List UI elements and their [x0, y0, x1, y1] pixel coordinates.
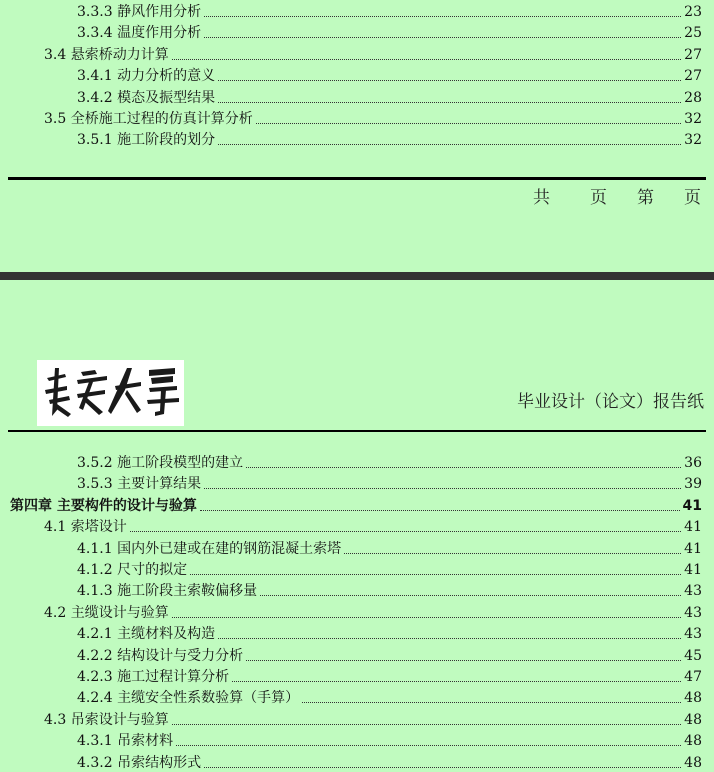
- toc-leader-dots: [344, 552, 681, 554]
- toc-entry-title: 4.2.2 结构设计与受力分析: [77, 647, 244, 664]
- toc-entry[interactable]: [77, 472, 702, 493]
- toc-leader-dots: [172, 723, 681, 725]
- toc-entry-title: 第四章 主要构件的设计与验算: [10, 497, 197, 514]
- toc-entry-page-number: 32: [684, 132, 702, 149]
- toc-entry-page-number: 27: [684, 46, 702, 63]
- toc-entry-title: 4.3 吊索设计与验算: [44, 711, 169, 728]
- toc-entry[interactable]: [77, 579, 702, 600]
- toc-entry[interactable]: [77, 665, 702, 686]
- toc-entry-title: 4.2.3 施工过程计算分析: [77, 669, 230, 685]
- toc-entry[interactable]: [44, 43, 702, 64]
- page-footer: [0, 183, 714, 207]
- page-separator: [0, 272, 714, 280]
- toc-leader-dots: [232, 680, 681, 682]
- toc-entry-title: 4.1 索塔设计: [44, 519, 127, 536]
- toc-entry[interactable]: [44, 601, 702, 622]
- toc-entry-page-number: 23: [684, 4, 702, 20]
- toc-entry-title: 4.1.2 尺寸的拟定: [77, 562, 188, 578]
- toc-entry-page-number: 39: [684, 476, 702, 493]
- toc-leader-dots: [246, 466, 681, 468]
- toc-entry-page-number: 25: [684, 25, 702, 42]
- toc-entry-page-number: 28: [684, 89, 702, 106]
- toc-leader-dots: [218, 143, 681, 145]
- toc-leader-dots: [218, 79, 681, 81]
- toc-entry-title: 4.1.3 施工阶段主索鞍偏移量: [77, 583, 258, 600]
- toc-entry-page-number: 36: [684, 455, 702, 471]
- toc-entry[interactable]: [77, 451, 702, 472]
- toc-entry-page-number: 48: [684, 754, 702, 771]
- toc-entry-page-number: 41: [684, 540, 702, 557]
- toc-entry-title: 3.5.3 主要计算结果: [77, 476, 202, 493]
- toc-entry-page-number: 47: [684, 669, 702, 685]
- toc-entry[interactable]: [77, 729, 702, 750]
- toc-leader-dots: [204, 15, 681, 17]
- footer-total: 共: [533, 188, 550, 208]
- toc-entry[interactable]: [77, 644, 702, 665]
- toc-entry[interactable]: [77, 0, 702, 21]
- toc-leader-dots: [130, 530, 681, 532]
- toc-entry-page-number: 48: [684, 711, 702, 728]
- toc-entry-title: 4.1.1 国内外已建或在建的钢筋混凝土索塔: [77, 540, 342, 557]
- toc-entry-page-number: 32: [684, 111, 702, 127]
- toc-entry[interactable]: [44, 515, 702, 536]
- toc-leader-dots: [218, 637, 681, 639]
- toc-entry[interactable]: [44, 708, 702, 729]
- toc-entry-page-number: 41: [684, 519, 702, 536]
- toc-leader-dots: [260, 594, 681, 596]
- toc-entry[interactable]: [44, 107, 702, 128]
- university-logo-calligraphy: [37, 360, 184, 426]
- toc-entry[interactable]: [77, 686, 702, 707]
- toc-leader-dots: [190, 573, 681, 575]
- toc-entry-page-number: 45: [684, 647, 702, 664]
- toc-entry-title: 3.4 悬索桥动力计算: [44, 46, 169, 63]
- toc-leader-dots: [204, 36, 681, 38]
- toc-entry[interactable]: [77, 86, 702, 107]
- toc-leader-dots: [204, 766, 681, 768]
- toc-entry-title: 3.4.1 动力分析的意义: [77, 68, 216, 85]
- toc-entry-page-number: 48: [684, 690, 702, 707]
- toc-entry-title: 4.3.1 吊索材料: [77, 733, 174, 750]
- toc-leader-dots: [256, 122, 681, 124]
- footer-rule: [8, 177, 706, 180]
- toc-entry-title: 4.2.1 主缆材料及构造: [77, 626, 216, 643]
- toc-leader-dots: [246, 659, 681, 661]
- report-paper-title: 毕业设计（论文）报告纸: [517, 392, 704, 412]
- toc-entry[interactable]: [77, 64, 702, 85]
- toc-entry-title: 4.3.2 吊索结构形式: [77, 754, 202, 771]
- toc-entry[interactable]: [77, 622, 702, 643]
- toc-entry[interactable]: [10, 494, 702, 515]
- toc-entry-page-number: 41: [684, 562, 702, 578]
- toc-entry-title: 3.4.2 模态及振型结果: [77, 89, 216, 106]
- toc-entry-title: 3.3.4 温度作用分析: [77, 25, 202, 42]
- toc-entry-page-number: 43: [684, 583, 702, 600]
- footer-page-unit: 页: [590, 188, 607, 208]
- toc-entry[interactable]: [77, 558, 702, 579]
- toc-entry-title: 3.3.3 静风作用分析: [77, 4, 202, 20]
- toc-leader-dots: [302, 701, 681, 703]
- toc-entry-page-number: 43: [684, 626, 702, 643]
- toc-entry-title: 3.5 全桥施工过程的仿真计算分析: [44, 111, 253, 127]
- footer-page-unit-2: 页: [684, 188, 701, 208]
- toc-entry-page-number: 43: [684, 604, 702, 621]
- toc-leader-dots: [218, 101, 681, 103]
- toc-entry[interactable]: [77, 537, 702, 558]
- toc-entry-title: 3.5.1 施工阶段的划分: [77, 132, 216, 149]
- toc-entry[interactable]: [77, 21, 702, 42]
- toc-leader-dots: [204, 487, 681, 489]
- toc-entry-title: 3.5.2 施工阶段模型的建立: [77, 455, 244, 471]
- toc-leader-dots: [172, 58, 681, 60]
- toc-entry-page-number: 41: [682, 497, 702, 514]
- toc-entry[interactable]: [77, 128, 702, 149]
- footer-current: 第: [637, 188, 654, 208]
- toc-entry-title: 4.2.4 主缆安全性系数验算（手算）: [77, 690, 300, 707]
- toc-leader-dots: [172, 616, 681, 618]
- toc-leader-dots: [176, 744, 681, 746]
- toc-entry-page-number: 27: [684, 68, 702, 85]
- toc-leader-dots: [200, 509, 680, 511]
- toc-entry[interactable]: [77, 751, 702, 772]
- header-rule: [8, 430, 706, 432]
- toc-entry-title: 4.2 主缆设计与验算: [44, 604, 169, 621]
- university-logo: [37, 360, 184, 426]
- toc-entry-page-number: 48: [684, 733, 702, 750]
